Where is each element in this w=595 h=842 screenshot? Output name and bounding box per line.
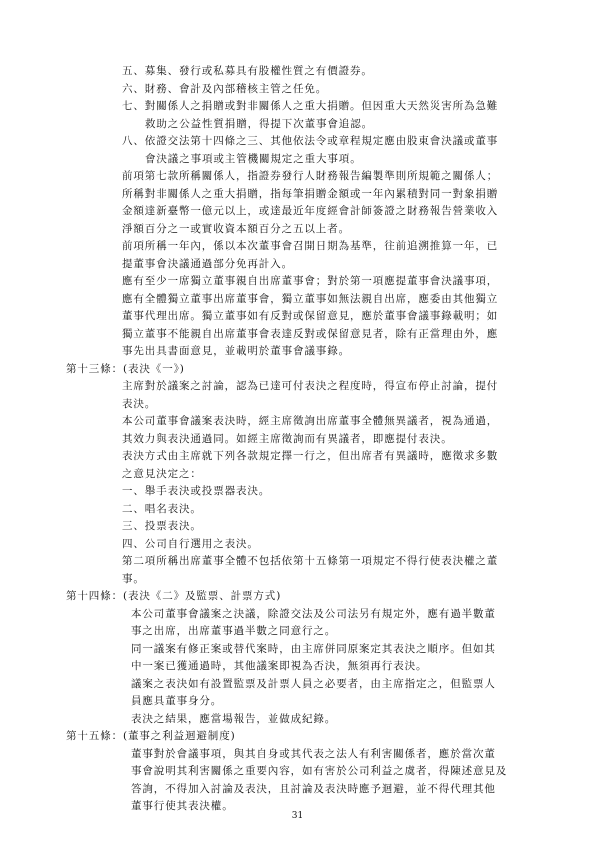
text-line: 同一議案有修正案或替代案時，由主席併同原案定其表決之順序。但如其 (131, 642, 496, 655)
text-line: 一、舉手表決或投票器表決。 (122, 485, 271, 497)
text-line: 獨立董事不能親自出席董事會表達反對或保留意見者，除有正當理由外，應 (122, 327, 499, 340)
text-line: 提董事會決議通過部分免再計入。 (122, 257, 293, 270)
text-line: 事先出具書面意見，並載明於董事會議事錄。 (122, 345, 350, 357)
text-line: 事會說明其利害關係之重要內容，如有害於公司利益之虞者，得陳述意見及 (131, 765, 508, 777)
text-line: 員應具董事身分。 (131, 695, 223, 707)
text-line: 四、公司自行選用之表決。 (122, 537, 259, 550)
text-line: 淨額百分之一或實收資本額百分之五以上者。 (122, 222, 350, 235)
text-line: 其效力與表決通過同。如經主席徵詢而有異議者，即應提付表決。 (122, 432, 453, 445)
text-line: 救助之公益性質捐贈，得提下次董事會追認。 (145, 117, 373, 130)
text-line: 本公司董事會議案表決時，經主席徵詢出席董事全體無異議者，視為通過， (122, 415, 499, 427)
text-line: 董事對於會議事項，與其自身或其代表之法人有利害關係者，應於當次董 (131, 747, 496, 760)
text-line: 三、投票表決。 (122, 520, 202, 532)
text-line: 前項所稱一年內，係以本次董事會召開日期為基準，往前追溯推算一年，已 (122, 240, 499, 252)
text-line: 八、依證交法第十四條之三、其他依法令或章程規定應由股東會決議或董事 (122, 135, 499, 147)
text-line: 議案之表決如有設置監票及計票人員之必要者，由主席指定之，但監票人 (131, 677, 496, 690)
text-line: 金額達新臺幣一億元以上，或達最近年度經會計師簽證之財務報告營業收入 (122, 205, 499, 217)
text-line: 表決之結果，應當場報告，並做成紀錄。 (131, 712, 337, 725)
article-heading: 第十四條：(表決《二》及監票、計票方式) (66, 590, 282, 602)
text-line: 七、對關係人之捐贈或對非關係人之重大捐贈。但因重大天然災害所為急難 (122, 100, 499, 112)
text-line: 五、募集、發行或私募具有股權性質之有價證券。 (122, 65, 373, 77)
text-line: 前項第七款所稱關係人，指證券發行人財務報告編製準則所規範之關係人； (122, 170, 499, 182)
text-line: 表決方式由主席就下列各款規定擇一行之，但出席者有異議時，應徵求多數 (122, 450, 499, 462)
text-line: 之意見決定之： (122, 467, 202, 480)
text-line: 事之出席，出席董事過半數之同意行之。 (131, 625, 337, 637)
text-line: 事。 (122, 572, 145, 585)
text-line: 表決。 (122, 397, 157, 410)
text-line: 董事行使其表決權。 (131, 800, 234, 812)
text-line: 二、唱名表決。 (122, 502, 202, 515)
text-line: 第二項所稱出席董事全體不包括依第十五條第一項規定不得行使表決權之董 (122, 555, 499, 567)
article-heading: 第十三條：(表決《一》) (66, 362, 185, 375)
text-line: 答詢，不得加入討論及表決，且討論及表決時應予迴避，並不得代理其他 (131, 782, 496, 795)
text-line: 中一案已獲通過時，其他議案即視為否決，無須再行表決。 (131, 660, 428, 672)
text-line: 六、財務、會計及內部稽核主管之任免。 (122, 82, 328, 95)
text-line: 應有至少一席獨立董事親自出席董事會；對於第一項應提董事會決議事項， (122, 275, 499, 287)
text-line: 應有全體獨立董事出席董事會，獨立董事如無法親自出席，應委由其他獨立 (122, 292, 499, 305)
text-line: 所稱對非關係人之重大捐贈，指每筆捐贈金額或一年內累積對同一對象捐贈 (122, 187, 499, 200)
text-line: 董事代理出席。獨立董事如有反對或保留意見，應於董事會議事錄載明；如 (122, 310, 499, 322)
page-number: 31 (291, 811, 304, 821)
text-line: 主席對於議案之討論，認為已達可付表決之程度時，得宣布停止討論，提付 (122, 380, 499, 392)
text-line: 本公司董事會議案之決議，除證交法及公司法另有規定外，應有過半數董 (131, 607, 496, 620)
article-heading: 第十五條：(董事之利益迴避制度) (66, 730, 236, 742)
text-line: 會決議之事項或主管機關規定之重大事項。 (145, 152, 362, 165)
